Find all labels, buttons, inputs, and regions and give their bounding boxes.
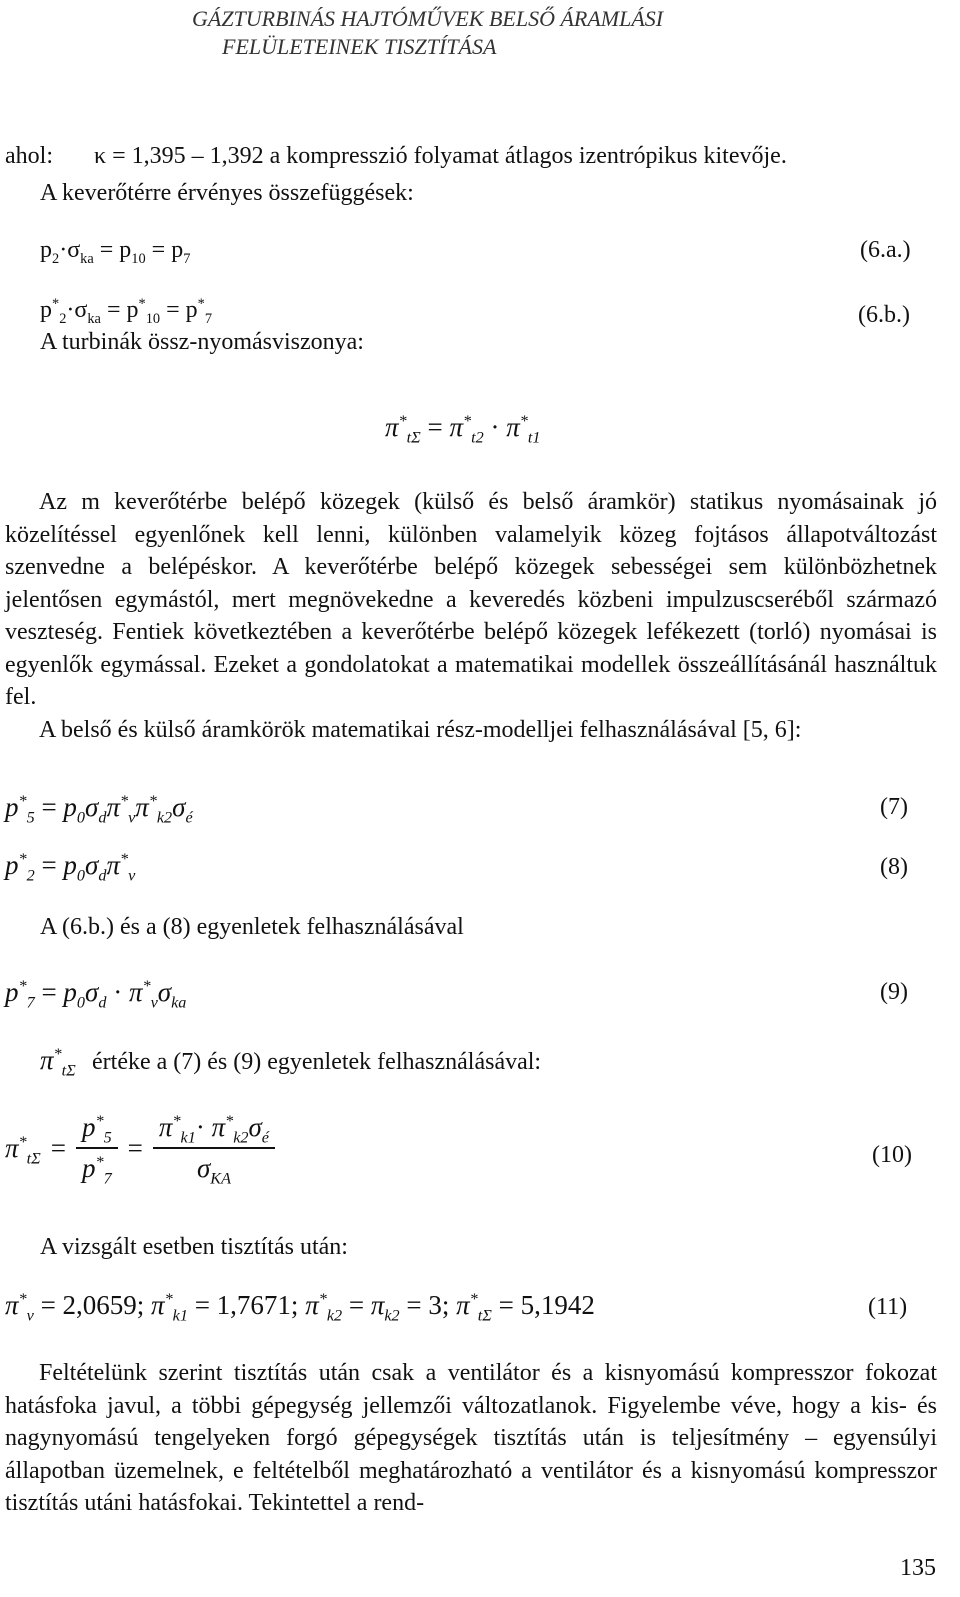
page-number: 135 [900, 1555, 936, 1581]
equation-6a: $p_2\cdot\sigma_{ka} = p_{10} = p_7$ [40, 237, 191, 267]
running-header-line2: FELÜLETEINEK TISZTÍTÁSA [222, 34, 497, 59]
mixer-relations-heading: A keverőtérre érvényes összefüggések: [40, 180, 414, 206]
fraction-p5-p7: $\frac{p^*_5}{p^*_7}$ [76, 1112, 118, 1184]
using-6b-8-sentence: A (6.b.) és a (8) egyenletek felhasználásával [40, 914, 464, 940]
cleaning-paragraph-text: Feltételünk szerint tisztítás után csak a ventilátor és a kisnyomású kompresszor fokozat hatásfoka javul, a többi gépegység jellemzői változatlanok. Figyelembe véve, hogy a kis- és nagynyomású tengelyeken forgó gépegységek tisztítás után is teljesítmény – egyensúlyi állapotban üzemelnek, e feltételből meghatározható a ventilátor és a kisnyomású kompresszor tisztítás utáni hatásfokai. Tekintettel a rend- [5, 1360, 937, 1516]
equation-8: $p^*_2 = p_0\sigma_d\pi^*_v$ [5, 850, 136, 885]
fraction-pik-sigma: $\frac{\pi^*_{k1}\cdot \pi^*_{k2}\sigma_é}{\sigma_{KA}}$ [153, 1112, 275, 1184]
mixing-chamber-paragraph-text: Az m keverőtérbe belépő közegek (külső és belső áramkör) statikus nyomásainak jó közelítéssel egyenlőnek kell lenni, különben valamelyik közeg fojtásos állapotváltozást szenvedne a belépéskor. A keverőtérbe belépő közegek sebességei sem különbözhetnek jelentősen egymástól, mert megnövekedne a keveredés közbeni impulzuscseréből származó veszteség. Fentiek következtében a keverőtérbe belépő közegek lefékezett (torló) nyomásai is egyenlők egymással. Ezeket a gondolatokat a matematikai modellek összeállításánál használtuk fel. [5, 489, 937, 710]
turbine-ratio-heading: A turbinák össz-nyomásviszonya: [40, 329, 364, 355]
running-header-line1: GÁZTURBINÁS HAJTÓMŰVEK BELSŐ ÁRAMLÁSI [192, 6, 664, 31]
pi-tsigma-symbol: $\pi^*_{t\Sigma}$ [40, 1045, 76, 1080]
submodels-sentence: A belső és külső áramkörök matematikai rész-modelljei felhasználásával [5, 6]: [39, 716, 802, 743]
turbine-pressure-ratio-equation: $\pi^*_{t\Sigma} = \pi^*_{t2} \cdot \pi^*_{t1}$ [385, 412, 541, 447]
equation-11-label: (11) [868, 1294, 908, 1320]
equation-6b-label: (6.b.) [858, 302, 910, 328]
equation-10-label: (10) [872, 1142, 912, 1168]
equation-9-label: (9) [880, 979, 908, 1005]
equation-7-label: (7) [880, 794, 908, 820]
ahol-label: ahol: [5, 143, 53, 169]
cleaning-paragraph [5, 1357, 937, 1520]
pi-value-sentence: értéke a (7) és (9) egyenletek felhasználásával: [92, 1049, 542, 1075]
equation-11: $\pi^*_v = 2,0659$; $\pi^*_{k1} = 1,7671$; $\pi^*_{k2} = \pi_{k2} = 3$; $\pi^*_{t\Sigma} = 5,1942$ [5, 1290, 595, 1325]
equation-8-label: (8) [880, 854, 908, 880]
kappa-definition: κ = 1,395 – 1,392 a kompresszió folyamat átlagos izentrópikus kitevője. [94, 143, 787, 169]
mixing-chamber-paragraph [5, 486, 937, 746]
equation-7: $p^*_5 = p_0\sigma_d\pi^*_v\pi^*_{k2}\sigma_é$ [5, 792, 193, 827]
equation-10: $\pi^*_{t\Sigma}$ = $\frac{p^*_5}{p^*_7}$ = $\frac{\pi^*_{k1}\cdot \pi^*_{k2}\sigma_é}{\sigma_{KA}}$ [5, 1112, 275, 1184]
equation-9: $p^*_7 = p_0\sigma_d \cdot \pi^*_v\sigma_{ka}$ [5, 977, 187, 1012]
equation-6a-label: (6.a.) [860, 237, 911, 263]
after-cleaning-heading: A vizsgált esetben tisztítás után: [40, 1234, 348, 1260]
equation-6b: $p^*_2\cdot\sigma_{ka} = p^*_{10} = p^*_7$ [40, 296, 213, 327]
